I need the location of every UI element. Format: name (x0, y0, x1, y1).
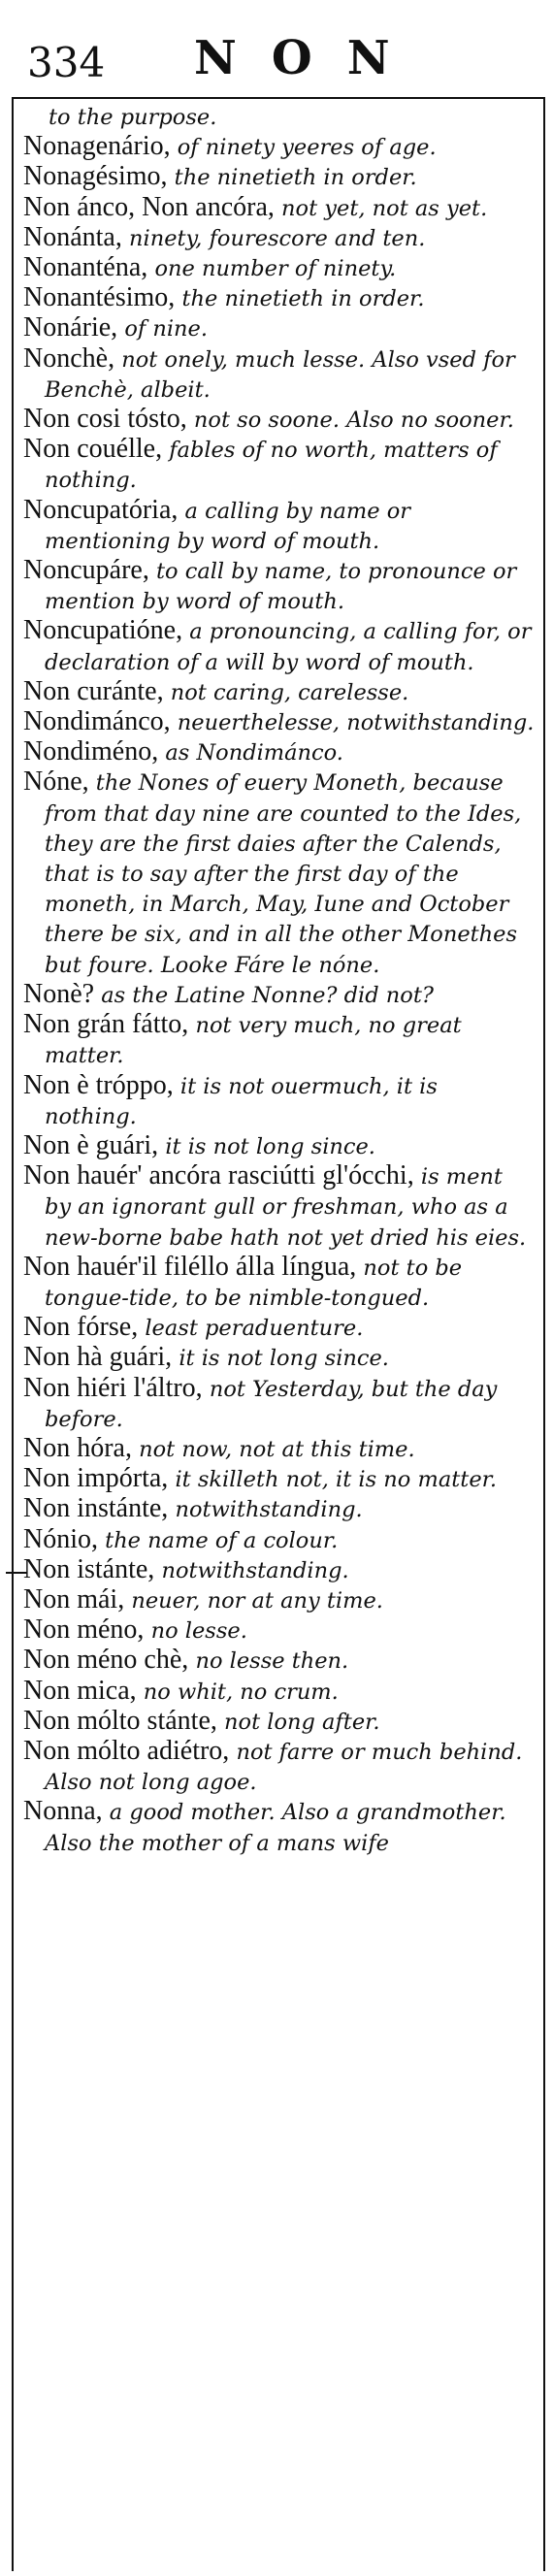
page-number: 334 (27, 39, 106, 86)
dictionary-entry (23, 1615, 536, 1646)
entry-headword: Nonè? (23, 978, 95, 1009)
entry-definition: not so soone. Also no sooner. (186, 408, 514, 434)
entry-headword: Non ánco, Non ancóra, (23, 191, 275, 222)
entry-headword: Non instánte, (23, 1493, 169, 1524)
dictionary-entry (23, 616, 536, 676)
entry-headword: Nonagenário, (23, 131, 171, 162)
entry-definition: no whit, no crum. (136, 1679, 339, 1705)
entry-headword: Non mólto adiétro, (23, 1735, 230, 1766)
page-header (0, 0, 553, 93)
entry-headword: Non istánte, (23, 1553, 155, 1584)
entry-headword: Non couélle, (23, 434, 163, 465)
entry-headword: Nonanténa, (23, 252, 148, 283)
continuation-text: to the purpose. (49, 105, 217, 130)
dictionary-entry (23, 132, 536, 162)
entry-headword: Nondiméno, (23, 736, 159, 767)
dictionary-entry (23, 223, 536, 253)
dictionary-entry (23, 1555, 536, 1585)
entry-headword: Non mái, (23, 1583, 125, 1614)
entry-definition: not yet, not as yet. (274, 195, 488, 221)
entry-headword: Noncupatióne, (23, 615, 183, 646)
entry-headword: Nónio, (23, 1523, 98, 1554)
dictionary-entry (23, 496, 536, 556)
entry-headword: Non méno chè, (23, 1645, 189, 1676)
entry-definition: one number of ninety. (147, 256, 397, 282)
dictionary-entry (23, 1797, 536, 1857)
dictionary-entry (23, 283, 536, 313)
entry-headword: Nonárie, (23, 312, 118, 343)
entry-definition: not now, not at this time. (131, 1436, 415, 1462)
entry-headword: Nonánta, (23, 221, 122, 252)
entry-headword: Non mica, (23, 1675, 137, 1706)
running-head: NON (194, 31, 425, 85)
entry-definition: the Nones of euery Moneth, because from that day nine are counted to the Ides, they are the first daies after the Calends, that is to say after the first day of the moneth, in March, May, Iune and October there be six, and in all the other Monethes but foure. Looke Fáre le nóne. (45, 770, 522, 978)
entry-definition: no lesse. (144, 1618, 247, 1645)
entry-definition: a calling by name or mentioning by word of mouth. (45, 498, 411, 554)
entry-headword: Nonna, (23, 1796, 103, 1827)
entry-definition: it skilleth not, it is no matter. (168, 1467, 498, 1493)
dictionary-entry (23, 253, 536, 283)
entry-definition: least peraduenture. (138, 1316, 364, 1342)
dictionary-entry (23, 1464, 536, 1494)
entry-definition: the name of a colour. (98, 1527, 339, 1553)
dictionary-entry (23, 1161, 536, 1253)
entry-definition: not to be tongue-tide, to be nimble-tongued. (45, 1255, 463, 1311)
dictionary-entry (23, 1071, 536, 1131)
dictionary-entry (23, 435, 536, 495)
dictionary-entry (23, 707, 536, 737)
dictionary-entry (23, 1374, 536, 1434)
entry-list (23, 103, 536, 1858)
entry-headword: Noncupáre, (23, 555, 149, 586)
entry-definition: it is not ouermuch, it is nothing. (45, 1073, 438, 1129)
entry-definition: a good mother. Also a grandmother. Also the mother of a mans wife (45, 1800, 506, 1856)
entry-definition: not caring, carelesse. (163, 679, 409, 705)
entry-definition: the ninetieth in order. (175, 286, 425, 312)
entry-headword: Non hauér' ancóra rasciútti gl'ócchi, (23, 1160, 414, 1191)
entry-definition: fables of no worth, matters of nothing. (45, 438, 498, 494)
entry-definition: not long after. (216, 1709, 380, 1735)
entry-definition: to call by name, to pronounce or mention by word of mouth. (45, 559, 517, 615)
dictionary-entry (23, 1434, 536, 1464)
entry-definition: of nine. (117, 316, 209, 342)
entry-definition: not onely, much lesse. Also vsed for Benchè, albeit. (45, 346, 515, 403)
entry-headword: Nondimánco, (23, 706, 171, 737)
dictionary-entry (23, 1525, 536, 1555)
entry-definition: not Yesterday, but the day before. (45, 1376, 498, 1432)
dictionary-entry (23, 1010, 536, 1070)
entry-headword: Non méno, (23, 1614, 145, 1646)
entry-definition: a pronouncing, a calling for, or declaration of a will by word of mouth. (45, 619, 532, 675)
entry-definition: as the Latine Nonne? did not? (94, 982, 434, 1008)
dictionary-entry (23, 1585, 536, 1615)
entry-definition: is ment by an ignorant gull or freshman, who as a new-borne babe hath not yet dried his eies. (45, 1164, 527, 1251)
entry-headword: Non hauér'il filéllo álla língua, (23, 1251, 357, 1282)
dictionary-entry (23, 1707, 536, 1737)
entry-headword: Non hiéri l'áltro, (23, 1372, 203, 1403)
dictionary-entry (23, 1737, 536, 1797)
entry-headword: Non hà guári, (23, 1342, 173, 1373)
entry-headword: Nonantésimo, (23, 282, 176, 313)
entry-definition: notwithstanding. (168, 1497, 363, 1523)
entry-definition: notwithstanding. (154, 1557, 349, 1583)
entry-headword: Non mólto stánte, (23, 1705, 217, 1736)
entry-headword: Non curánte, (23, 675, 164, 706)
entry-headword: Non impórta, (23, 1463, 169, 1494)
entry-headword: Non è tróppo, (23, 1069, 174, 1100)
entry-definition: not very much, no great matter. (45, 1013, 462, 1069)
dictionary-entry (23, 344, 536, 405)
entry-definition: as Nondimánco. (158, 740, 343, 766)
dictionary-entry (23, 313, 536, 343)
dictionary-entry (23, 162, 536, 192)
entry-definition: neuerthelesse, notwithstanding. (170, 710, 535, 736)
entry-headword: Non hóra, (23, 1432, 132, 1463)
dictionary-entry (23, 737, 536, 767)
entry-headword: Noncupatória, (23, 494, 179, 525)
entry-headword: Non cosi tósto, (23, 404, 187, 435)
dictionary-entry (23, 405, 536, 435)
entry-headword: Non grán fátto, (23, 1009, 189, 1040)
entry-definition: of ninety yeeres of age. (170, 135, 437, 161)
entry-definition: it is not long since. (172, 1346, 389, 1372)
dictionary-entry (23, 1131, 536, 1161)
dictionary-entry (23, 1677, 536, 1707)
entry-definition: no lesse then. (188, 1648, 349, 1675)
entry-headword: Non è guári, (23, 1129, 159, 1160)
dictionary-entry (23, 677, 536, 707)
entry-headword: Nonagésimo, (23, 161, 168, 192)
entry-definition: not farre or much behind. Also not long agoe. (45, 1739, 523, 1796)
dictionary-entry (23, 1343, 536, 1373)
dictionary-entry (23, 767, 536, 979)
dictionary-entry (23, 1494, 536, 1524)
entry-definition: the ninetieth in order. (167, 165, 417, 191)
dictionary-entry (23, 1646, 536, 1676)
entry-definition: ninety, fourescore and ten. (121, 225, 426, 251)
dictionary-entry (23, 1253, 536, 1313)
dictionary-entry (23, 193, 536, 223)
entry-headword: Non fórse, (23, 1312, 139, 1343)
dictionary-entry (23, 1313, 536, 1343)
entry-definition: neuer, nor at any time. (124, 1587, 383, 1614)
entry-headword: Nonchè, (23, 342, 115, 374)
entry-headword: Nóne, (23, 766, 89, 798)
dictionary-entry (23, 980, 536, 1010)
dictionary-entry (23, 556, 536, 616)
entry-definition: it is not long since. (158, 1133, 375, 1159)
